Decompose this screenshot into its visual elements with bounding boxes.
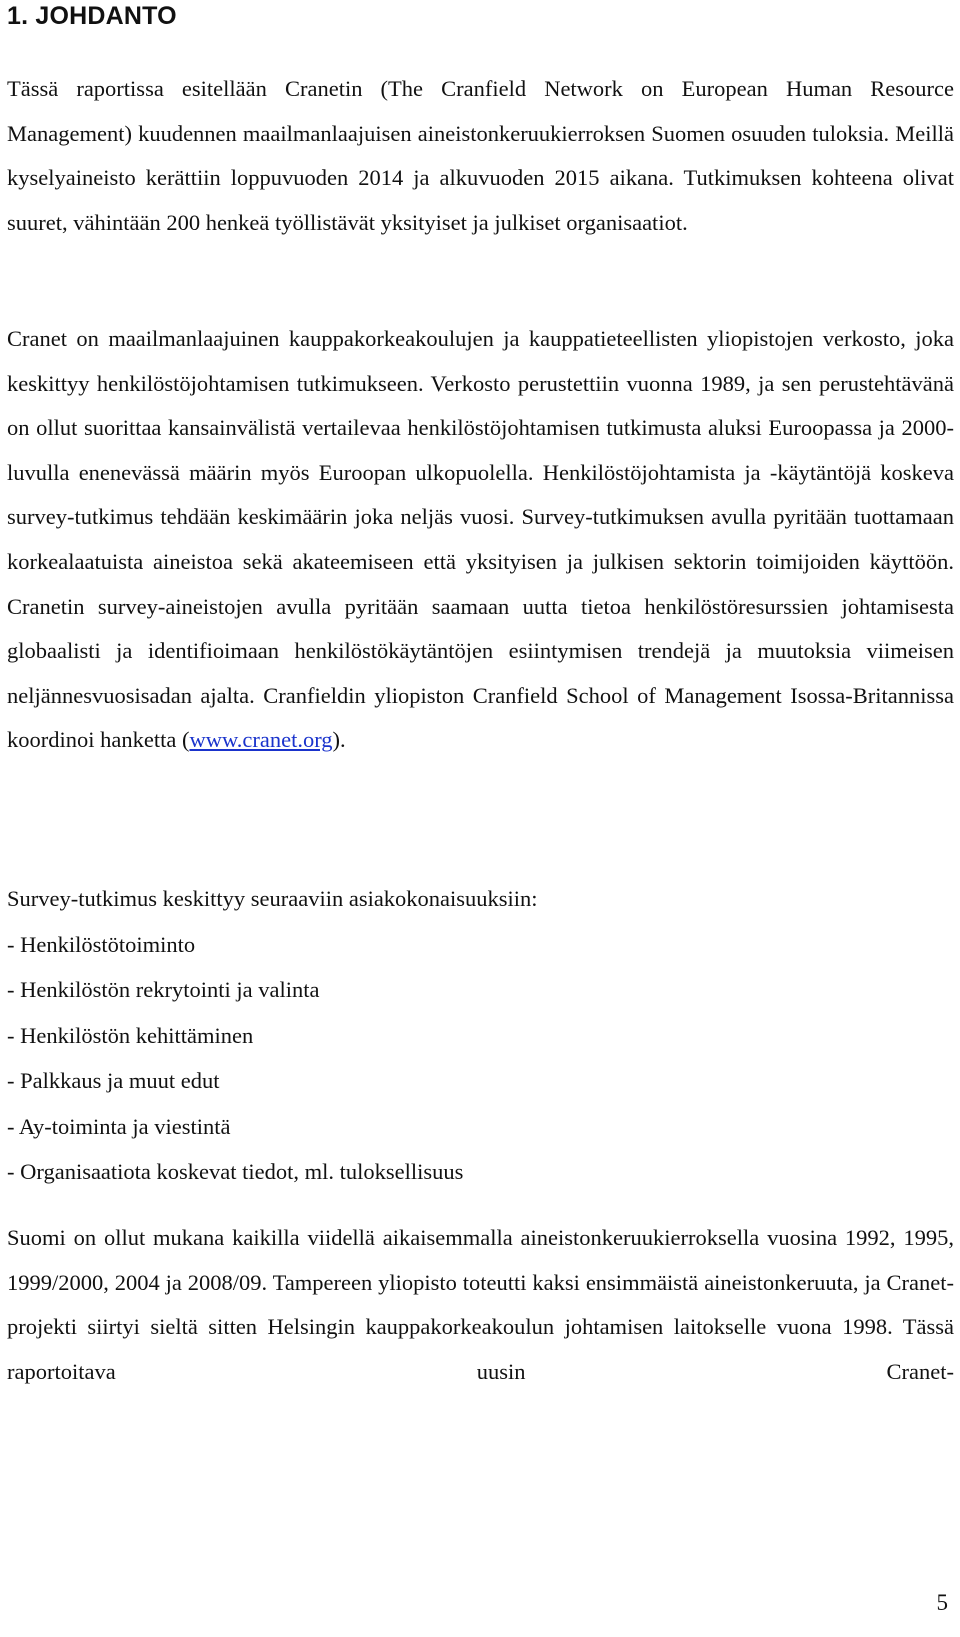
section-heading: 1. JOHDANTO	[7, 2, 177, 30]
cranet-website-link[interactable]: www.cranet.org	[189, 727, 333, 753]
page-number: 5	[936, 1590, 948, 1615]
finland-paragraph: Suomi on ollut mukana kaikilla viidellä aikaisemmalla aineistonkeruukierroksella vuosina 1992, 1995, 1999/2000, 2004 ja 2008/09. Tampereen yliopisto toteutti kaksi ensimmäistä aineistonkeruuta, ja Cranet-projekti siirtyi sieltä sitten Helsingin kauppakorkeakoulun johtamisen laitokselle vuona 1998. Tässä raportoitava uusin Cranet-	[7, 1225, 954, 1384]
survey-topics	[7, 876, 954, 1195]
topic-list	[7, 922, 954, 1195]
cranet-paragraph-text: Cranet on maailmanlaajuinen kauppakorkeakoulujen ja kauppatieteellisten yliopistojen verkosto, joka keskittyy henkilöstöjohtamisen tutkimukseen. Verkosto perustettiin vuonna 1989, ja sen perustehtävänä on ollut suorittaa kansainvälistä vertailevaa henkilöstöjohtamisen tutkimusta aluksi Euroopassa ja 2000-luvulla enenevässä määrin myös Euroopan ulkopuolella. Henkilöstöjohtamista ja -käytäntöjä koskeva survey-tutkimus tehdään keskimäärin joka neljäs vuosi. Survey-tutkimuksen avulla pyritään tuottamaan korkealaatuista aineistoa sekä akateemiseen että yksityisen ja julkisen sektorin toimijoiden käyttöön. Cranetin survey-aineistojen avulla pyritään saamaan uutta tietoa henkilöstöresurssien johtamisesta globaalisti ja identifioimaan henkilöstökäytäntöjen esiintymisen trendejä ja muutoksia viimeisen neljännesvuosisadan ajalta. Cranfieldin yliopiston Cranfield School of Management Isossa-Britannissa koordinoi hanketta (	[7, 326, 954, 753]
survey-topics-intro: Survey-tutkimus keskittyy seuraaviin asiakokonaisuuksiin:	[7, 886, 538, 911]
list-item: - Ay-toiminta ja viestintä	[7, 1113, 231, 1139]
list-item: - Organisaatiota koskevat tiedot, ml. tuloksellisuus	[7, 1159, 464, 1184]
intro-paragraph: Tässä raportissa esitellään Cranetin (The Cranfield Network on European Human Resource Management) kuudennen maailmanlaajuisen aineistonkeruukierroksen Suomen osuuden tuloksia. Meillä kyselyaineisto kerättiin loppuvuoden 2014 ja alkuvuoden 2015 aikana. Tutkimuksen kohteena olivat suuret, vähintään 200 henkeä työllistävät yksityiset ja julkiset organisaatiot.	[7, 76, 954, 235]
list-item: - Henkilöstötoiminto	[7, 931, 196, 957]
list-item: - Henkilöstön kehittäminen	[7, 1022, 254, 1048]
document-page	[7, 0, 954, 1637]
list-item: - Henkilöstön rekrytointi ja valinta	[7, 977, 320, 1002]
list-item: - Palkkaus ja muut edut	[7, 1068, 220, 1093]
cranet-paragraph-closing: ).	[332, 727, 346, 753]
cranet-paragraph	[7, 317, 954, 763]
